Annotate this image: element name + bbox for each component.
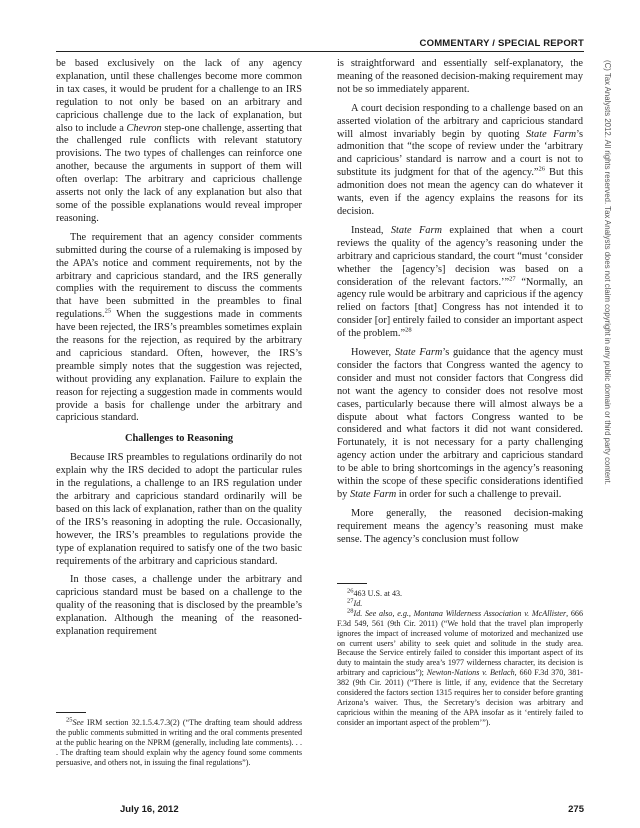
left-footnotes bbox=[56, 712, 302, 768]
footnote-ref[interactable]: 25 bbox=[104, 307, 112, 315]
header-rule bbox=[56, 51, 584, 52]
paragraph: be based exclusively on the lack of any agency explanation, until these challenges become more common in tax cases, it would be prudent for a challenge to an IRS regulation to not only be based on an arbitrary and capricious challenge due to the lack of explanation, but also to include a Chevron step-one challenge, asserting that the challenged rule conflicts with relevant statutory provisions. The two types of challenges can reinforce one another, because the arguments in support of them will often overlap: The arbitrary and capricious challenge asserts not only the lack of any explanation but also that some of the possible explanations would reveal improper reasoning. bbox=[56, 58, 302, 224]
paragraph: Instead, State Farm explained that when a court reviews the quality of the agency’s reasoning under the arbitrary and capricious standard, the court “must ‘consider whether the [agency’s] decision was based on a consideration of the relevant factors.’”$^{27}$ “Normally, an agency rule would be arbitrary and capricious if the agency relied on factors [that] Congress has not intended it to consider [or] entirely failed to consider an important aspect of the problem.”$^{28}$ bbox=[337, 224, 583, 340]
section-heading: Challenges to Reasoning bbox=[124, 433, 234, 445]
paragraph: More generally, the reasoned decision-making requirement means the agency’s reasoning must make sense. The agency’s conclusion must follow bbox=[337, 507, 583, 545]
right-column bbox=[337, 58, 583, 553]
footnote-28: $^{28}$Id. See also, e.g., Montana Wilderness Association v. McAllister, 666 F.3d 549, 561 (9th Cir. 2011) (“We hold that the travel plan improperly ignores the impact of increased volume of motorized and mechanized use on current users’ ability to seek quiet and solitude in the study area. Because the Service entirely failed to consider this important aspect of its duty to maintain the study area’s 1977 wilderness character, its decision is arbitrary and capricious”); Newton-Nations v. Betlach, 660 F.3d 370, 381-382 (9th Cir. 2011) (“There is little, if any, evidence that the Secretary considered the factors section 1315 requires her to consider before granting Arizona’s waiver. Thus, the Secretary’s decision was arbitrary and capricious within the meaning of the APA insofar as it ‘entirely failed to consider an important aspect of the problem’”). bbox=[337, 607, 584, 727]
copyright-notice: (C) Tax Analysts 2012. All rights reserved. Tax Analysts does not claim copyright in any public domain or third party content. bbox=[603, 60, 612, 485]
paragraph: The requirement that an agency consider comments submitted during the course of a rulemaking is imposed by the APA’s notice and comment requirements, not by the arbitrary and capricious standard, and the IRS generally complies with the requirement to discuss the comments that have been submitted in the preambles to final regulations.$^{25}$ When the suggestions made in comments have been rejected, the IRS’s preambles sometimes explain the reasons for the rejection, as required by the arbitrary and capricious standard. Often, however, the IRS’s preamble simply notes that the suggestion was rejected, without providing any explanation. Failure to explain the reason for rejecting a suggestion made in comments would provide a basis for challenge under the arbitrary and capricious standard. bbox=[56, 231, 302, 424]
footnote-25: $^{25}$See IRM section 32.1.5.4.7.3(2) (“The drafting team should address the public comments submitted in writing and the oral comments presented at the public hearing on the NPRM (generally, including late comments). . . . The drafting team should explain why the agency found some comments persuasive, and others not, in issuing the final regulations”). bbox=[56, 716, 302, 767]
paragraph: is straightforward and essentially self-explanatory, the meaning of the reasoned decision-making requirement may not be so immediately apparent. bbox=[337, 58, 583, 95]
footer-date: July 16, 2012 bbox=[120, 804, 179, 815]
running-header: COMMENTARY / SPECIAL REPORT bbox=[419, 38, 584, 49]
page-number: 275 bbox=[568, 804, 584, 815]
paragraph: A court decision responding to a challenge based on an asserted violation of the arbitrary and capricious standard will almost invariably begin by quoting State Farm’s admonition that “the scope of review under the ‘arbitrary and capricious’ standard is narrow and a court is not to substitute its judgment for that of the agency.”$^{26}$ But this admonition does not mean the agency can do whatever it wants, even if the agency explains the reasons for its decision. bbox=[337, 102, 583, 217]
paragraph: Because IRS preambles to regulations ordinarily do not explain why the IRS decided to adopt the particular rules in the regulations, a challenge to an IRS regulation under the arbitrary and capricious standard ordinarily will be based on this lack of explanation, rather than on the quality of the IRS’s reasoning in adopting the rule. Occasionally, however, the IRS’s preambles to regulations provide the type of explanation required to satisfy one of the two basic requirements of the arbitrary and capricious standard. bbox=[56, 452, 302, 567]
footnote-26: $^{26}$463 U.S. at 43. bbox=[347, 587, 403, 598]
footnote-ref[interactable]: 26 bbox=[538, 165, 545, 173]
footnote-27: $^{27}$Id. bbox=[347, 597, 363, 608]
footnote-rule bbox=[56, 712, 86, 713]
left-column bbox=[56, 58, 302, 645]
footnote-rule bbox=[337, 583, 367, 584]
paragraph: However, State Farm’s guidance that the agency must consider the factors that Congress wanted the agency to consider and must not consider factors that Congress did not want the agency to consider does not resolve most cases, particularly because there will almost always be a dispute about what factors Congress wanted to be considered and what factors it did not want considered. Fortunately, it is not necessary for a party challenging agency action under the arbitrary and capricious standard to be able to bring shortcomings in the agency’s reasoning within the scope of these specific considerations identified by State Farm in order for such a challenge to prevail. bbox=[337, 347, 584, 500]
right-footnotes bbox=[337, 583, 583, 728]
footnote-ref[interactable]: 27 bbox=[509, 275, 516, 283]
footnote-ref[interactable]: 28 bbox=[405, 326, 412, 334]
paragraph: In those cases, a challenge under the arbitrary and capricious standard must be based on a challenge to the quality of the reasoning that is disclosed by the preamble’s explanation. Although the meaning of the reasoned-explanation requirement bbox=[56, 574, 302, 638]
